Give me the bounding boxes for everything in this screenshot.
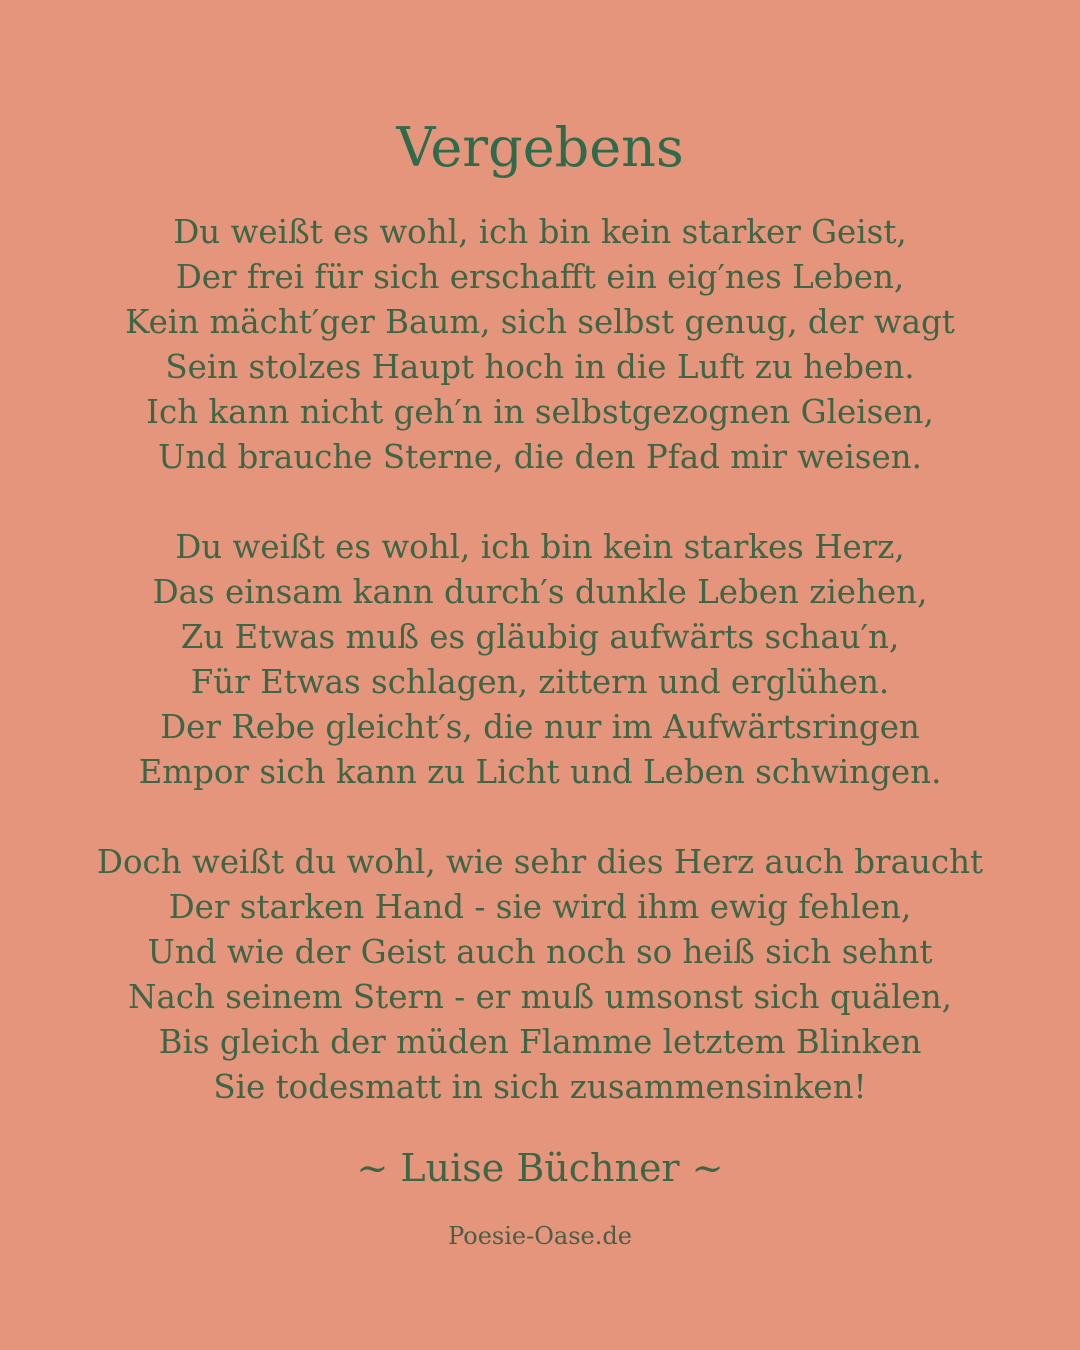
poem-line: Und brauche Sterne, die den Pfad mir weisen. (158, 438, 922, 476)
site-credit: Poesie-Oase.de (448, 1222, 632, 1250)
poem-line: Bis gleich der müden Flamme letztem Blinken (158, 1023, 922, 1061)
poem-line: Kein mächt′ger Baum, sich selbst genug, der wagt (125, 303, 955, 341)
stanza-2 (0, 525, 1080, 795)
poem-line: Der starken Hand - sie wird ihm ewig fehlen, (168, 888, 912, 926)
poem-line: Der frei für sich erschafft ein eig′nes Leben, (175, 258, 905, 296)
poem-line: Zu Etwas muß es gläubig aufwärts schau′n, (180, 618, 900, 656)
stanza-3 (0, 840, 1080, 1110)
poem-line: Doch weißt du wohl, wie sehr dies Herz auch braucht (96, 843, 984, 881)
stanza-1 (0, 210, 1080, 480)
poem-body (0, 210, 1080, 1110)
poem-line: Du weißt es wohl, ich bin kein starkes Herz, (175, 528, 905, 566)
poem-line: Du weißt es wohl, ich bin kein starker Geist, (173, 213, 907, 251)
poem-line: Der Rebe gleicht′s, die nur im Aufwärtsringen (160, 708, 920, 746)
poem-line: Nach seinem Stern - er muß umsonst sich quälen, (128, 978, 952, 1016)
poem-author: ~ Luise Büchner ~ (356, 1146, 724, 1190)
poem-line: Sie todesmatt in sich zusammensinken! (213, 1068, 867, 1106)
poem-line: Und wie der Geist auch noch so heiß sich sehnt (147, 933, 933, 971)
poem-title: Vergebens (396, 116, 684, 179)
poem-line: Ich kann nicht geh′n in selbstgezognen Gleisen, (146, 393, 934, 431)
poem-line: Empor sich kann zu Licht und Leben schwingen. (138, 753, 942, 791)
poem-line: Sein stolzes Haupt hoch in die Luft zu heben. (165, 348, 915, 386)
poem-line: Das einsam kann durch′s dunkle Leben ziehen, (152, 573, 928, 611)
poem-line: Für Etwas schlagen, zittern und erglühen. (190, 663, 890, 701)
